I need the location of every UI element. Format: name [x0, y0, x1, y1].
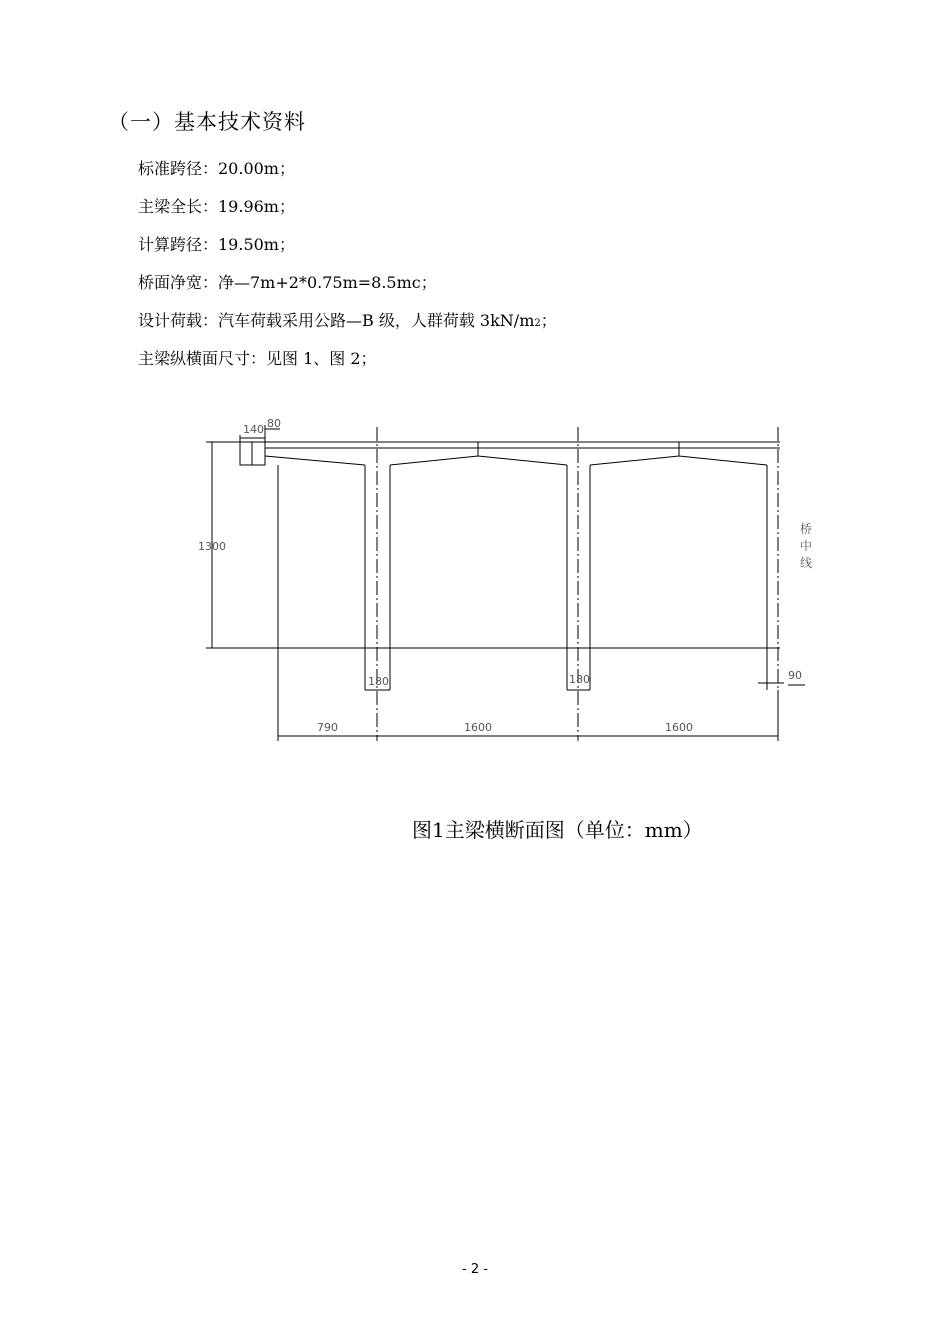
dim-80: 80 — [267, 417, 281, 430]
dim-1600-a: 1600 — [464, 721, 492, 734]
dim-1300: 1300 — [198, 540, 226, 553]
spec-beam-length: 主梁全长：19.96m； — [138, 197, 295, 216]
spec-calc-span: 计算跨径：19.50m； — [138, 235, 295, 254]
dim-90: 90 — [788, 669, 802, 682]
section-heading: （一）基本技术资料 — [108, 110, 306, 134]
beam-cross-section-drawing — [180, 405, 820, 750]
dim-180-left: 180 — [368, 675, 389, 688]
centerline-label-1: 桥 — [800, 522, 813, 536]
spec-beam-dimensions: 主梁纵横面尺寸：见图 1、图 2； — [138, 349, 377, 368]
dim-790: 790 — [317, 721, 338, 734]
centerline-label-2: 中 — [800, 539, 813, 553]
centerline-label-3: 线 — [800, 556, 813, 570]
spec-design-load — [138, 308, 557, 331]
spec-deck-width: 桥面净宽：净—7m+2*0.75m=8.5mc； — [138, 273, 437, 292]
dim-180-mid: 180 — [569, 673, 590, 686]
page-number: - 2 - — [462, 1262, 488, 1277]
spec-design-load-text: 设计荷载：汽车荷载采用公路—B 级，人群荷载 3kN/m — [138, 311, 535, 330]
spec-standard-span: 标准跨径：20.00m； — [138, 159, 295, 178]
spec-design-load-end: ； — [540, 311, 557, 330]
dim-1600-b: 1600 — [665, 721, 693, 734]
figure-caption: 图1主梁横断面图（单位：mm） — [412, 818, 703, 842]
unit-exponent: 2 — [534, 318, 541, 329]
dim-140: 140 — [243, 423, 264, 436]
